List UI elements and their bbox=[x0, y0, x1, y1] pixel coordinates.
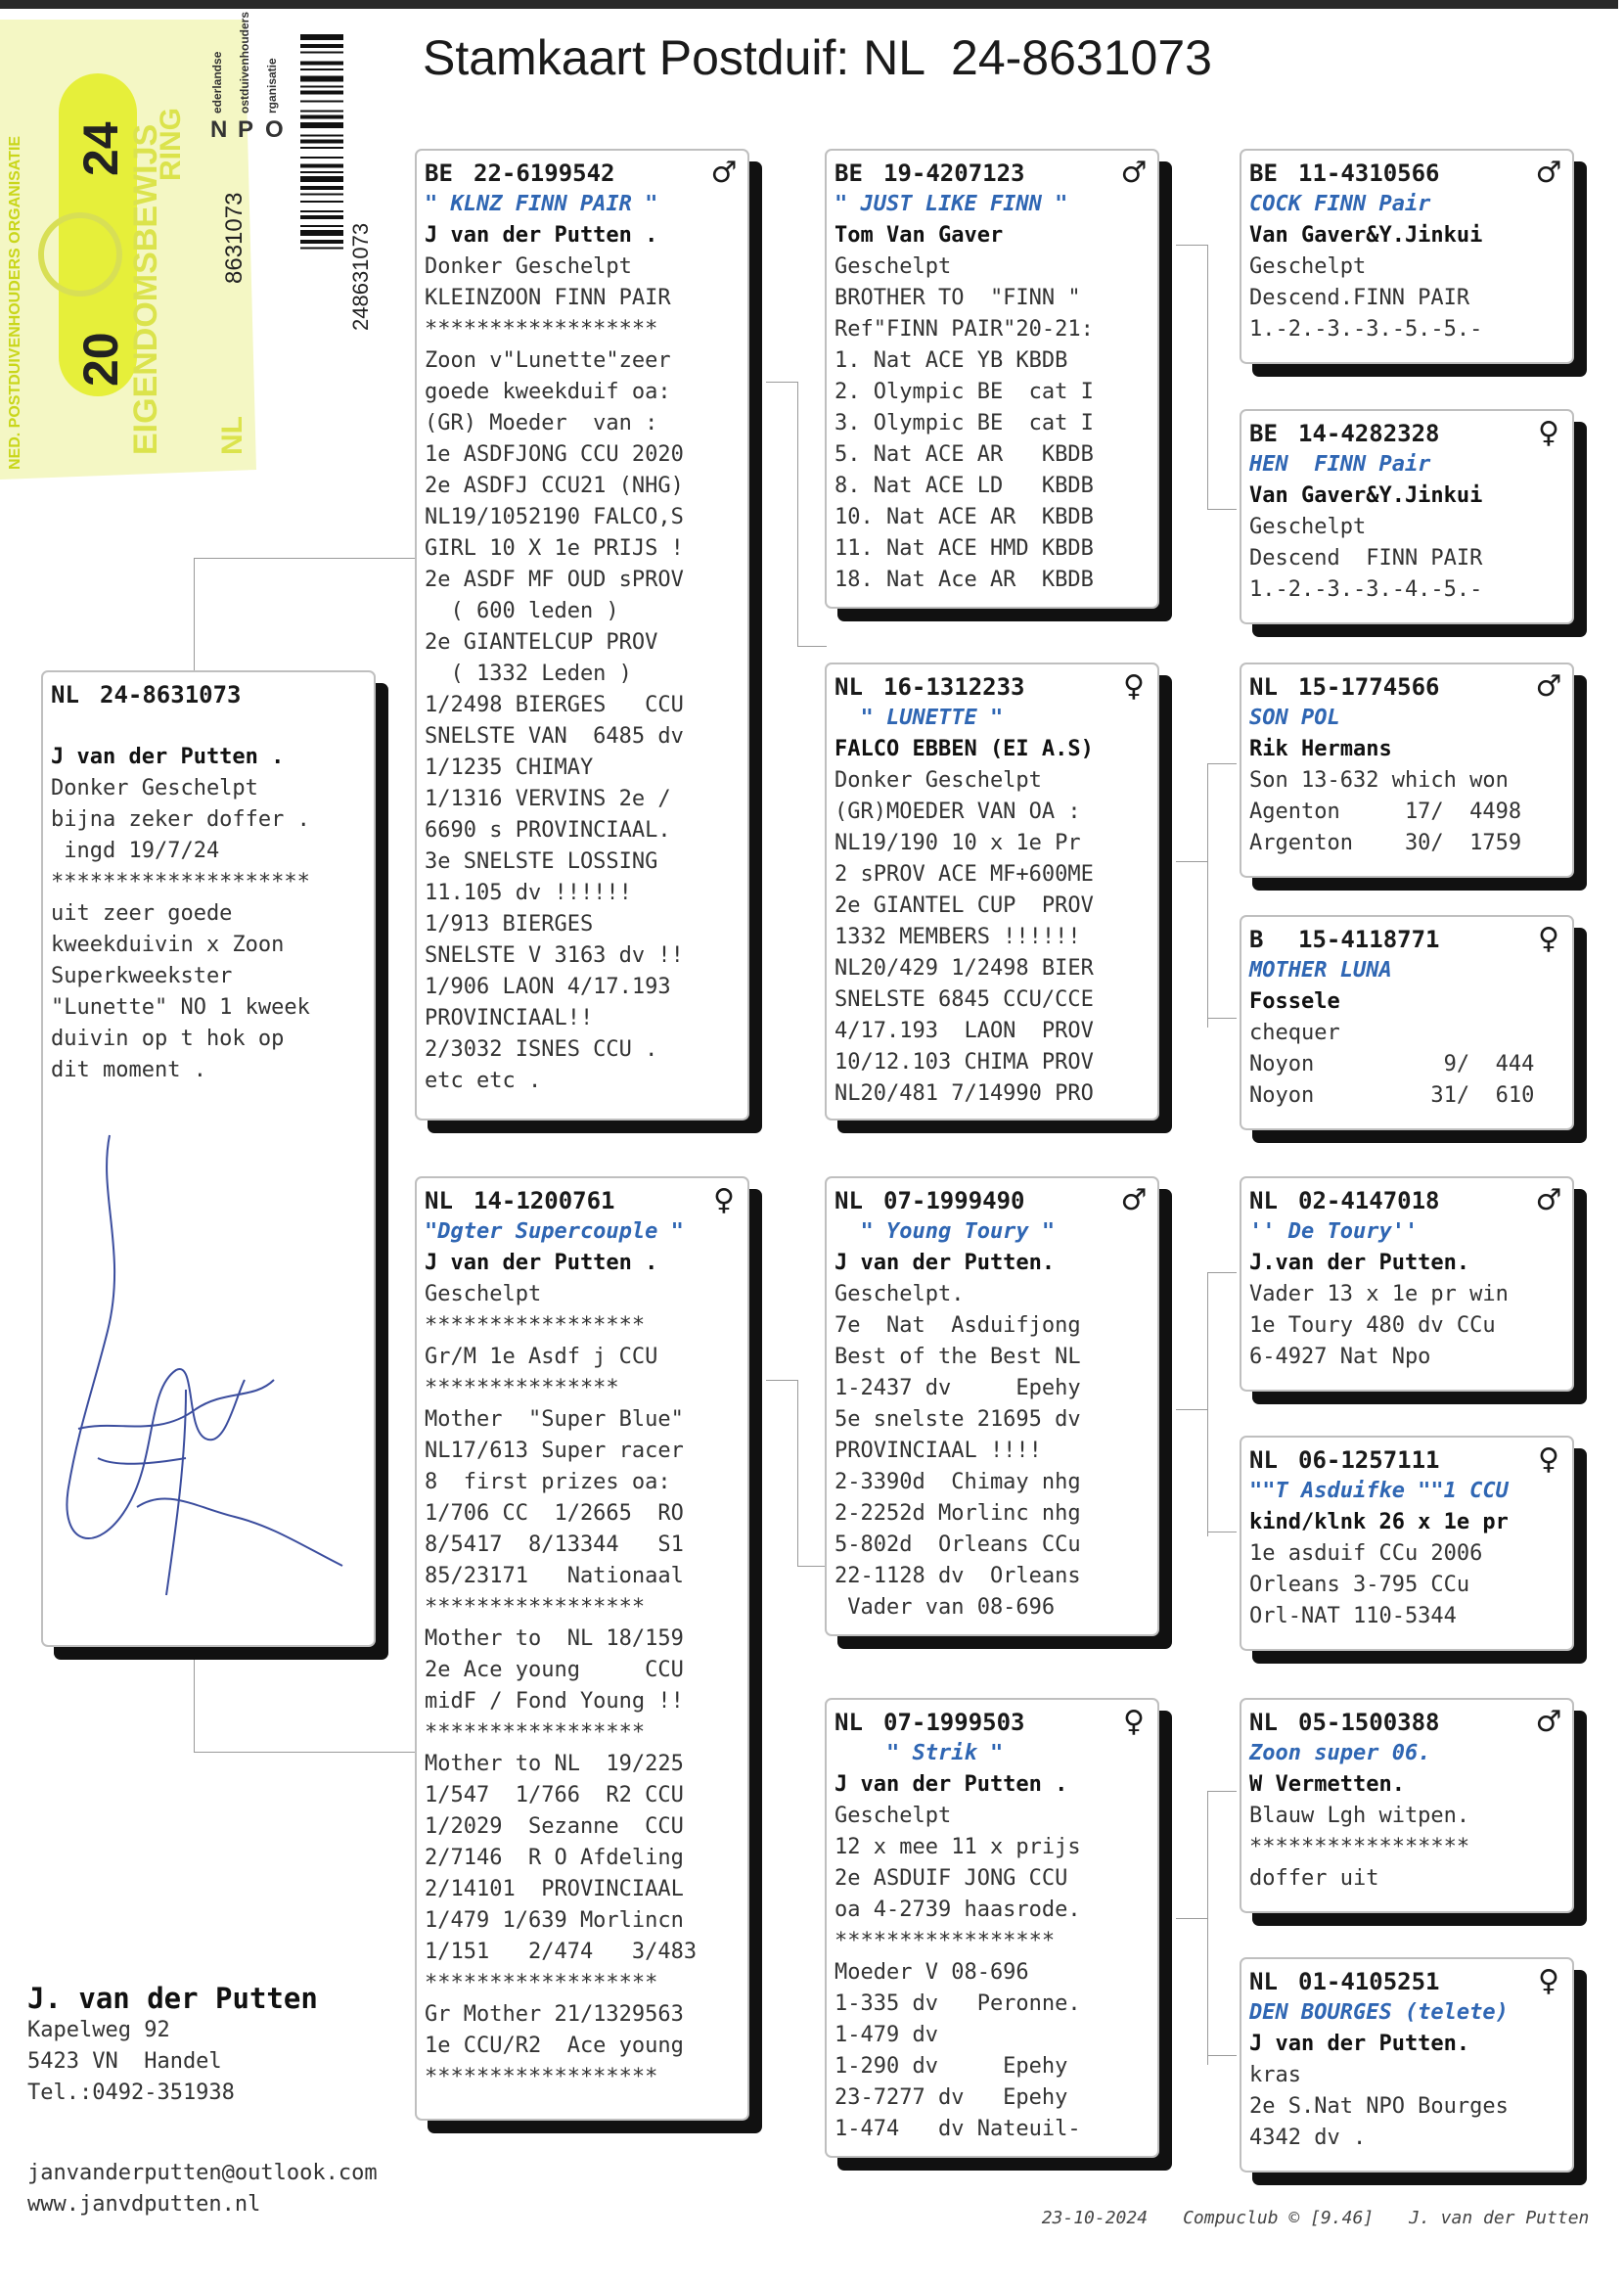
owner: J van der Putten . bbox=[835, 1772, 1068, 1797]
country: NL bbox=[1249, 672, 1278, 701]
barcode-bar bbox=[300, 69, 343, 70]
info-line: 11. Nat ACE HMD KBDB bbox=[835, 536, 1094, 561]
card-fm-father[interactable] bbox=[1240, 663, 1574, 878]
pigeon-name: Zoon super 06. bbox=[1249, 1741, 1431, 1765]
country: BE bbox=[1249, 419, 1278, 447]
info-line: Geschelpt bbox=[1249, 254, 1367, 279]
info-line: NL19/1052190 FALCO,S bbox=[425, 505, 684, 529]
info-line: 1/151 2/474 3/483 bbox=[425, 1940, 698, 1964]
info-line: (GR) Moeder van : bbox=[425, 411, 658, 435]
info-line: 18. Nat Ace AR KBDB bbox=[835, 568, 1094, 592]
info-line: ( 600 leden ) bbox=[425, 599, 619, 623]
breeder-city: 5423 VN Handel bbox=[27, 2049, 222, 2074]
barcode-bar bbox=[300, 176, 343, 182]
pigeon-name: " KLNZ FINN PAIR " bbox=[425, 192, 658, 216]
info-line: ***************** bbox=[1249, 1835, 1470, 1859]
info-line: Zoon v"Lunette"zeer bbox=[425, 348, 671, 373]
owner: J van der Putten . bbox=[51, 745, 285, 769]
barcode-bar bbox=[300, 111, 343, 113]
ring-number: 15-1774566 bbox=[1298, 672, 1440, 701]
breeder-contact bbox=[27, 2158, 378, 2220]
barcode-bar bbox=[300, 62, 343, 66]
male-sex-icon: ♂ bbox=[1535, 1183, 1562, 1217]
owner: J.van der Putten. bbox=[1249, 1251, 1470, 1275]
npo-line-1: ederlandse bbox=[210, 51, 224, 114]
barcode-number: 248631073 bbox=[348, 222, 373, 331]
ring-number: 07-1999490 bbox=[883, 1186, 1025, 1214]
pigeon-name: " LUNETTE " bbox=[835, 706, 1004, 730]
info-line: SNELSTE V 3163 dv !! bbox=[425, 943, 684, 968]
info-line: GIRL 10 X 1e PRIJS ! bbox=[425, 536, 684, 561]
info-line: 2e ASDFJ CCU21 (NHG) bbox=[425, 474, 684, 498]
info-line: Gr Mother 21/1329563 bbox=[425, 2002, 684, 2027]
card-fm-mother[interactable] bbox=[1240, 915, 1574, 1130]
info-line: ***************** bbox=[425, 1720, 646, 1745]
card-mm-father[interactable] bbox=[1240, 1698, 1574, 1913]
ring-number: 16-1312233 bbox=[883, 672, 1025, 701]
info-line: Donker Geschelpt bbox=[425, 254, 632, 279]
top-border bbox=[0, 0, 1618, 9]
info-line: uit zeer goede bbox=[51, 901, 233, 926]
info-line: bijna zeker doffer . bbox=[51, 807, 310, 832]
info-line: ****************** bbox=[425, 317, 658, 342]
info-line: BROTHER TO "FINN " bbox=[835, 286, 1081, 310]
info-line: goede kweekduif oa: bbox=[425, 380, 671, 404]
ring-number: 01-4105251 bbox=[1298, 1967, 1440, 1995]
barcode-bar bbox=[300, 210, 343, 212]
ring-number: 19-4207123 bbox=[883, 159, 1025, 187]
info-line: chequer bbox=[1249, 1021, 1340, 1045]
info-line: 23-7277 dv Epehy bbox=[835, 2085, 1068, 2110]
pigeon-name: " JUST LIKE FINN " bbox=[835, 192, 1068, 216]
barcode-bar bbox=[300, 115, 343, 119]
info-line: Argenton 30/ 1759 bbox=[1249, 831, 1522, 855]
info-line: kweekduivin x Zoon bbox=[51, 933, 285, 957]
info-line: 2e Ace young CCU bbox=[425, 1658, 684, 1682]
barcode-bar bbox=[300, 157, 343, 159]
info-line: "Lunette" NO 1 kweek bbox=[51, 995, 310, 1020]
pigeon-name: " Strik " bbox=[835, 1741, 1004, 1765]
info-line: Blauw Lgh witpen. bbox=[1249, 1804, 1470, 1828]
info-line: PROVINCIAAL!! bbox=[425, 1006, 594, 1030]
female-sex-icon: ♀ bbox=[1538, 922, 1559, 956]
breeder-website[interactable]: www.janvdputten.nl bbox=[27, 2192, 261, 2217]
barcode-bar bbox=[300, 122, 343, 128]
blank-line bbox=[51, 710, 374, 742]
info-line: duivin op t hok op bbox=[51, 1027, 285, 1051]
info-line: 1/913 BIERGES bbox=[425, 912, 594, 937]
info-line: Descend FINN PAIR bbox=[1249, 546, 1483, 571]
info-line: Donker Geschelpt bbox=[835, 768, 1042, 793]
ring-number: 11-4310566 bbox=[1298, 159, 1440, 187]
info-line: 2e ASDF MF OUD sPROV bbox=[425, 568, 684, 592]
info-line: 1-2437 dv Epehy bbox=[835, 1376, 1081, 1400]
breeder-address: Kapelweg 92 bbox=[27, 2018, 170, 2042]
owner: Van Gaver&Y.Jinkui bbox=[1249, 483, 1483, 508]
info-line: 5e snelste 21695 dv bbox=[835, 1407, 1081, 1432]
pigeon-name: " Young Toury " bbox=[835, 1219, 1056, 1244]
male-sex-icon: ♂ bbox=[710, 156, 738, 190]
info-line: 1/906 LAON 4/17.193 bbox=[425, 975, 671, 999]
ring-number: 06-1257111 bbox=[1298, 1445, 1440, 1474]
footer-software: Compuclub © [9.46] bbox=[1183, 2208, 1375, 2228]
ring-year-bottom: 20 bbox=[73, 332, 128, 387]
ring-country: NL bbox=[216, 416, 248, 455]
info-line: 1/706 CC 1/2665 RO bbox=[425, 1501, 684, 1526]
info-line: 2e GIANTEL CUP PROV bbox=[835, 893, 1094, 918]
info-line: ***************** bbox=[425, 1595, 646, 1620]
pigeon-name: MOTHER LUNA bbox=[1249, 958, 1392, 983]
owner: J van der Putten . bbox=[425, 1251, 658, 1275]
info-line: NL19/190 10 x 1e Pr bbox=[835, 831, 1081, 855]
info-line: Noyon 31/ 610 bbox=[1249, 1083, 1535, 1108]
ring-number: 22-6199542 bbox=[474, 159, 615, 187]
female-sex-icon: ♀ bbox=[1123, 1705, 1145, 1739]
info-line: midF / Fond Young !! bbox=[425, 1689, 684, 1714]
info-line: Son 13-632 which won bbox=[1249, 768, 1509, 793]
country: NL bbox=[1249, 1708, 1278, 1736]
info-line: Orl-NAT 110-5344 bbox=[1249, 1604, 1457, 1628]
country: NL bbox=[1249, 1186, 1278, 1214]
info-line: 2/7146 R O Afdeling bbox=[425, 1846, 684, 1870]
info-line: Noyon 9/ 444 bbox=[1249, 1052, 1535, 1076]
ring-number: 14-4282328 bbox=[1298, 419, 1440, 447]
info-line: 1e CCU/R2 Ace young bbox=[425, 2034, 684, 2058]
info-line: Geschelpt bbox=[1249, 515, 1367, 539]
info-line: 12 x mee 11 x prijs bbox=[835, 1835, 1081, 1859]
info-line: 2-3390d Chimay nhg bbox=[835, 1470, 1081, 1494]
info-line: 1e ASDFJONG CCU 2020 bbox=[425, 442, 684, 467]
country: BE bbox=[425, 159, 453, 187]
male-sex-icon: ♂ bbox=[1120, 156, 1148, 190]
info-line: etc etc . bbox=[425, 1069, 542, 1093]
info-line: Vader 13 x 1e pr win bbox=[1249, 1282, 1509, 1306]
info-line: 5. Nat ACE AR KBDB bbox=[835, 442, 1094, 467]
barcode-bar bbox=[300, 248, 343, 250]
info-line: NL20/481 7/14990 PRO bbox=[835, 1081, 1094, 1106]
pigeon-name: "Dgter Supercouple " bbox=[425, 1219, 684, 1244]
info-line: 1-479 dv bbox=[835, 2023, 938, 2047]
info-line: Geschelpt bbox=[835, 254, 952, 279]
info-line: ******************** bbox=[51, 870, 310, 894]
info-line: 1-335 dv Peronne. bbox=[835, 1991, 1081, 2016]
npo-letter-p: P bbox=[238, 116, 254, 143]
owner: J van der Putten. bbox=[1249, 2032, 1470, 2056]
country: NL bbox=[425, 1186, 453, 1214]
ring-number: 14-1200761 bbox=[474, 1186, 615, 1214]
info-line: Orleans 3-795 CCu bbox=[1249, 1573, 1470, 1597]
info-line: 6-4927 Nat Npo bbox=[1249, 1345, 1431, 1369]
breeder-name: J. van der Putten bbox=[27, 1982, 318, 2015]
info-line: 8/5417 8/13344 S1 bbox=[425, 1532, 684, 1557]
info-line: Geschelpt bbox=[425, 1282, 542, 1306]
info-line: 1/2029 Sezanne CCU bbox=[425, 1814, 684, 1839]
male-sex-icon: ♂ bbox=[1535, 1705, 1562, 1739]
info-line: kras bbox=[1249, 2063, 1301, 2087]
npo-letter-n: N bbox=[210, 116, 228, 143]
info-line: 3e SNELSTE LOSSING bbox=[425, 849, 658, 874]
info-line: 8. Nat ACE LD KBDB bbox=[835, 474, 1094, 498]
info-line: Mother to NL 18/159 bbox=[425, 1626, 684, 1651]
owner: Rik Hermans bbox=[1249, 737, 1392, 761]
card-father-father[interactable] bbox=[825, 149, 1159, 609]
info-line: 1.-2.-3.-3.-4.-5.- bbox=[1249, 577, 1483, 602]
country: NL bbox=[835, 672, 863, 701]
info-line: 2e ASDUIF JONG CCU bbox=[835, 1866, 1068, 1891]
barcode-bar bbox=[300, 44, 343, 48]
barcode bbox=[300, 34, 343, 250]
pigeon-name: ""T Asduifke ""1 CCU bbox=[1249, 1479, 1509, 1503]
ring-certificate-label bbox=[0, 11, 373, 480]
ring-eigendom-text: EIGENDOMSBEWIJS bbox=[127, 123, 164, 455]
barcode-bar bbox=[300, 147, 343, 149]
ring-number: 8631073 bbox=[221, 192, 248, 284]
barcode-bar bbox=[300, 225, 343, 227]
barcode-bar bbox=[300, 140, 343, 144]
info-line: 1/1316 VERVINS 2e / bbox=[425, 787, 671, 811]
info-line: oa 4-2739 haasrode. bbox=[835, 1898, 1081, 1922]
barcode-bar bbox=[300, 201, 343, 203]
owner: J van der Putten. bbox=[835, 1251, 1056, 1275]
info-line: ***************** bbox=[425, 1313, 646, 1338]
barcode-bar bbox=[300, 52, 343, 54]
npo-letter-o: O bbox=[265, 116, 284, 143]
country: NL bbox=[1249, 1967, 1278, 1995]
breeder-email[interactable]: janvanderputten@outlook.com bbox=[27, 2161, 378, 2185]
ring-year-top: 24 bbox=[73, 121, 128, 176]
country: NL bbox=[835, 1708, 863, 1736]
info-line: 6690 s PROVINCIAAL. bbox=[425, 818, 671, 843]
info-line: SNELSTE VAN 6485 dv bbox=[425, 724, 684, 749]
ring-number: 15-4118771 bbox=[1298, 925, 1440, 953]
info-line: PROVINCIAAL !!!! bbox=[835, 1439, 1042, 1463]
owner: Tom Van Gaver bbox=[835, 223, 1004, 248]
info-line: ****************** bbox=[425, 2065, 658, 2089]
owner: FALCO EBBEN (EI A.S) bbox=[835, 737, 1094, 761]
barcode-bar bbox=[300, 34, 343, 40]
breeder-phone: Tel.:0492-351938 bbox=[27, 2081, 235, 2105]
barcode-bar bbox=[300, 76, 343, 82]
ring-number: 05-1500388 bbox=[1298, 1708, 1440, 1736]
card-mf-mother[interactable] bbox=[1240, 1436, 1574, 1651]
info-line: (GR)MOEDER VAN OA : bbox=[835, 800, 1081, 824]
info-line: doffer uit bbox=[1249, 1866, 1379, 1891]
country: BE bbox=[1249, 159, 1278, 187]
footer-author: J. van der Putten bbox=[1409, 2208, 1590, 2228]
ring-number: 07-1999503 bbox=[883, 1708, 1025, 1736]
npo-line-3: rganisatie bbox=[265, 58, 279, 114]
info-line: 2. Olympic BE cat I bbox=[835, 380, 1094, 404]
barcode-bar bbox=[300, 171, 343, 173]
info-line: 85/23171 Nationaal bbox=[425, 1564, 684, 1588]
info-line: ingd 19/7/24 bbox=[51, 839, 220, 863]
card-mother[interactable] bbox=[415, 1176, 749, 2121]
female-sex-icon: ♀ bbox=[1538, 416, 1559, 450]
barcode-bar bbox=[300, 101, 343, 103]
info-line: Gr/M 1e Asdf j CCU bbox=[425, 1345, 658, 1369]
info-line: 3. Olympic BE cat I bbox=[835, 411, 1094, 435]
info-line: Donker Geschelpt bbox=[51, 776, 258, 800]
ring-org-text: NED. POSTDUIVENHOUDERS ORGANISATIE bbox=[7, 135, 23, 470]
female-sex-icon: ♀ bbox=[1538, 1964, 1559, 1998]
info-line: 8 first prizes oa: bbox=[425, 1470, 671, 1494]
info-line: 5-802d Orleans CCu bbox=[835, 1532, 1081, 1557]
info-line: Geschelpt bbox=[835, 1804, 952, 1828]
pigeon-name: DEN BOURGES (telete) bbox=[1249, 2000, 1509, 2025]
info-line: *************** bbox=[425, 1376, 619, 1400]
ring-word-text: RING bbox=[155, 108, 187, 181]
male-sex-icon: ♂ bbox=[1535, 669, 1562, 704]
info-line: 10/12.103 CHIMA PROV bbox=[835, 1050, 1094, 1075]
footer-date: 23-10-2024 bbox=[1041, 2208, 1149, 2228]
country: NL bbox=[51, 680, 79, 709]
barcode-bar bbox=[300, 186, 343, 190]
info-line: 1-290 dv Epehy bbox=[835, 2054, 1068, 2079]
pigeon-name: HEN FINN Pair bbox=[1249, 452, 1431, 477]
info-line: 2e S.Nat NPO Bourges bbox=[1249, 2094, 1509, 2119]
card-father[interactable] bbox=[415, 149, 749, 1121]
country: NL bbox=[1249, 1445, 1278, 1474]
info-line: 2/3032 ISNES CCU . bbox=[425, 1037, 658, 1062]
info-line: 2 sPROV ACE MF+600ME bbox=[835, 862, 1094, 887]
info-line: NL17/613 Super racer bbox=[425, 1439, 684, 1463]
owner: W Vermetten. bbox=[1249, 1772, 1405, 1797]
ring-number: 02-4147018 bbox=[1298, 1186, 1440, 1214]
owner: Van Gaver&Y.Jinkui bbox=[1249, 223, 1483, 248]
card-mf-father[interactable] bbox=[1240, 1176, 1574, 1392]
info-line: 2e GIANTELCUP PROV bbox=[425, 630, 658, 655]
female-sex-icon: ♀ bbox=[1538, 1442, 1559, 1477]
info-line: SNELSTE 6845 CCU/CCE bbox=[835, 987, 1094, 1012]
info-line: 1/479 1/639 Morlincn bbox=[425, 1908, 684, 1933]
info-line: Agenton 17/ 4498 bbox=[1249, 800, 1522, 824]
info-line: 1e asduif CCu 2006 bbox=[1249, 1541, 1483, 1566]
country: NL bbox=[835, 1186, 863, 1214]
npo-line-2: ostduivenhouders bbox=[238, 11, 251, 114]
info-line: 4342 dv . bbox=[1249, 2126, 1367, 2150]
info-line: KLEINZOON FINN PAIR bbox=[425, 286, 671, 310]
barcode-bar bbox=[300, 91, 343, 95]
female-sex-icon: ♀ bbox=[1123, 669, 1145, 704]
info-line: 7e Nat Asduifjong bbox=[835, 1313, 1081, 1338]
info-line: 1.-2.-3.-3.-5.-5.- bbox=[1249, 317, 1483, 342]
info-line: 1/2498 BIERGES CCU bbox=[425, 693, 684, 717]
page-title: Stamkaart Postduif: NL 24-8631073 bbox=[423, 30, 1212, 85]
info-line: 1e Toury 480 dv CCu bbox=[1249, 1313, 1496, 1338]
info-line: Vader van 08-696 bbox=[835, 1595, 1056, 1620]
card-ff-mother[interactable] bbox=[1240, 409, 1574, 624]
info-line: 1332 MEMBERS !!!!!! bbox=[835, 925, 1081, 949]
barcode-bar bbox=[300, 215, 343, 219]
footer bbox=[1020, 2187, 1624, 2228]
info-line: Descend.FINN PAIR bbox=[1249, 286, 1470, 310]
info-line: Ref"FINN PAIR"20-21: bbox=[835, 317, 1094, 342]
country: B bbox=[1249, 925, 1264, 953]
handwritten-signature bbox=[39, 1135, 362, 1624]
info-line: Geschelpt. bbox=[835, 1282, 965, 1306]
info-line: 2-2252d Morlinc nhg bbox=[835, 1501, 1081, 1526]
info-line: Mother to NL 19/225 bbox=[425, 1752, 684, 1776]
info-line: 1. Nat ACE YB KBDB bbox=[835, 348, 1068, 373]
info-line: dit moment . bbox=[51, 1058, 206, 1082]
ring-number: 24-8631073 bbox=[100, 680, 242, 709]
owner: J van der Putten . bbox=[425, 223, 658, 248]
card-mm-mother[interactable] bbox=[1240, 1957, 1574, 2173]
barcode-bar bbox=[300, 86, 343, 88]
info-line: 1/547 1/766 R2 CCU bbox=[425, 1783, 684, 1807]
owner: kind/klnk 26 x 1e pr bbox=[1249, 1510, 1509, 1534]
barcode-bar bbox=[300, 230, 343, 236]
pigeon-name: '' De Toury'' bbox=[1249, 1219, 1419, 1244]
pigeon-name: COCK FINN Pair bbox=[1249, 192, 1431, 216]
card-ff-father[interactable] bbox=[1240, 149, 1574, 364]
info-line: 1-474 dv Nateuil- bbox=[835, 2117, 1081, 2141]
card-mother-father[interactable] bbox=[825, 1176, 1159, 1636]
info-line: 2/14101 PROVINCIAAL bbox=[425, 1877, 684, 1901]
card-father-mother[interactable] bbox=[825, 663, 1159, 1121]
info-line: 10. Nat ACE AR KBDB bbox=[835, 505, 1094, 529]
info-line: Best of the Best NL bbox=[835, 1345, 1081, 1369]
barcode-bar bbox=[300, 135, 343, 137]
owner: Fossele bbox=[1249, 989, 1340, 1014]
info-line: 11.105 dv !!!!!! bbox=[425, 881, 632, 905]
info-line: 22-1128 dv Orleans bbox=[835, 1564, 1081, 1588]
pigeon-name: SON POL bbox=[1249, 706, 1340, 730]
info-line: ( 1332 Leden ) bbox=[425, 662, 632, 686]
barcode-bar bbox=[300, 240, 343, 244]
barcode-bar bbox=[300, 194, 343, 196]
card-mother-mother[interactable] bbox=[825, 1698, 1159, 2158]
info-line: 4/17.193 LAON PROV bbox=[835, 1019, 1094, 1043]
male-sex-icon: ♂ bbox=[1535, 156, 1562, 190]
barcode-bar bbox=[300, 164, 343, 168]
info-line: 1/1235 CHIMAY bbox=[425, 755, 594, 780]
info-line: Superkweekster bbox=[51, 964, 233, 988]
male-sex-icon: ♂ bbox=[1120, 1183, 1148, 1217]
info-line: ***************** bbox=[835, 1929, 1056, 1953]
breeder-info bbox=[27, 1982, 318, 2109]
info-line: NL20/429 1/2498 BIER bbox=[835, 956, 1094, 981]
info-line: ****************** bbox=[425, 1971, 658, 1995]
country: BE bbox=[835, 159, 863, 187]
info-line: Mother "Super Blue" bbox=[425, 1407, 684, 1432]
female-sex-icon: ♀ bbox=[713, 1183, 735, 1217]
info-line: Moeder V 08-696 bbox=[835, 1960, 1029, 1985]
